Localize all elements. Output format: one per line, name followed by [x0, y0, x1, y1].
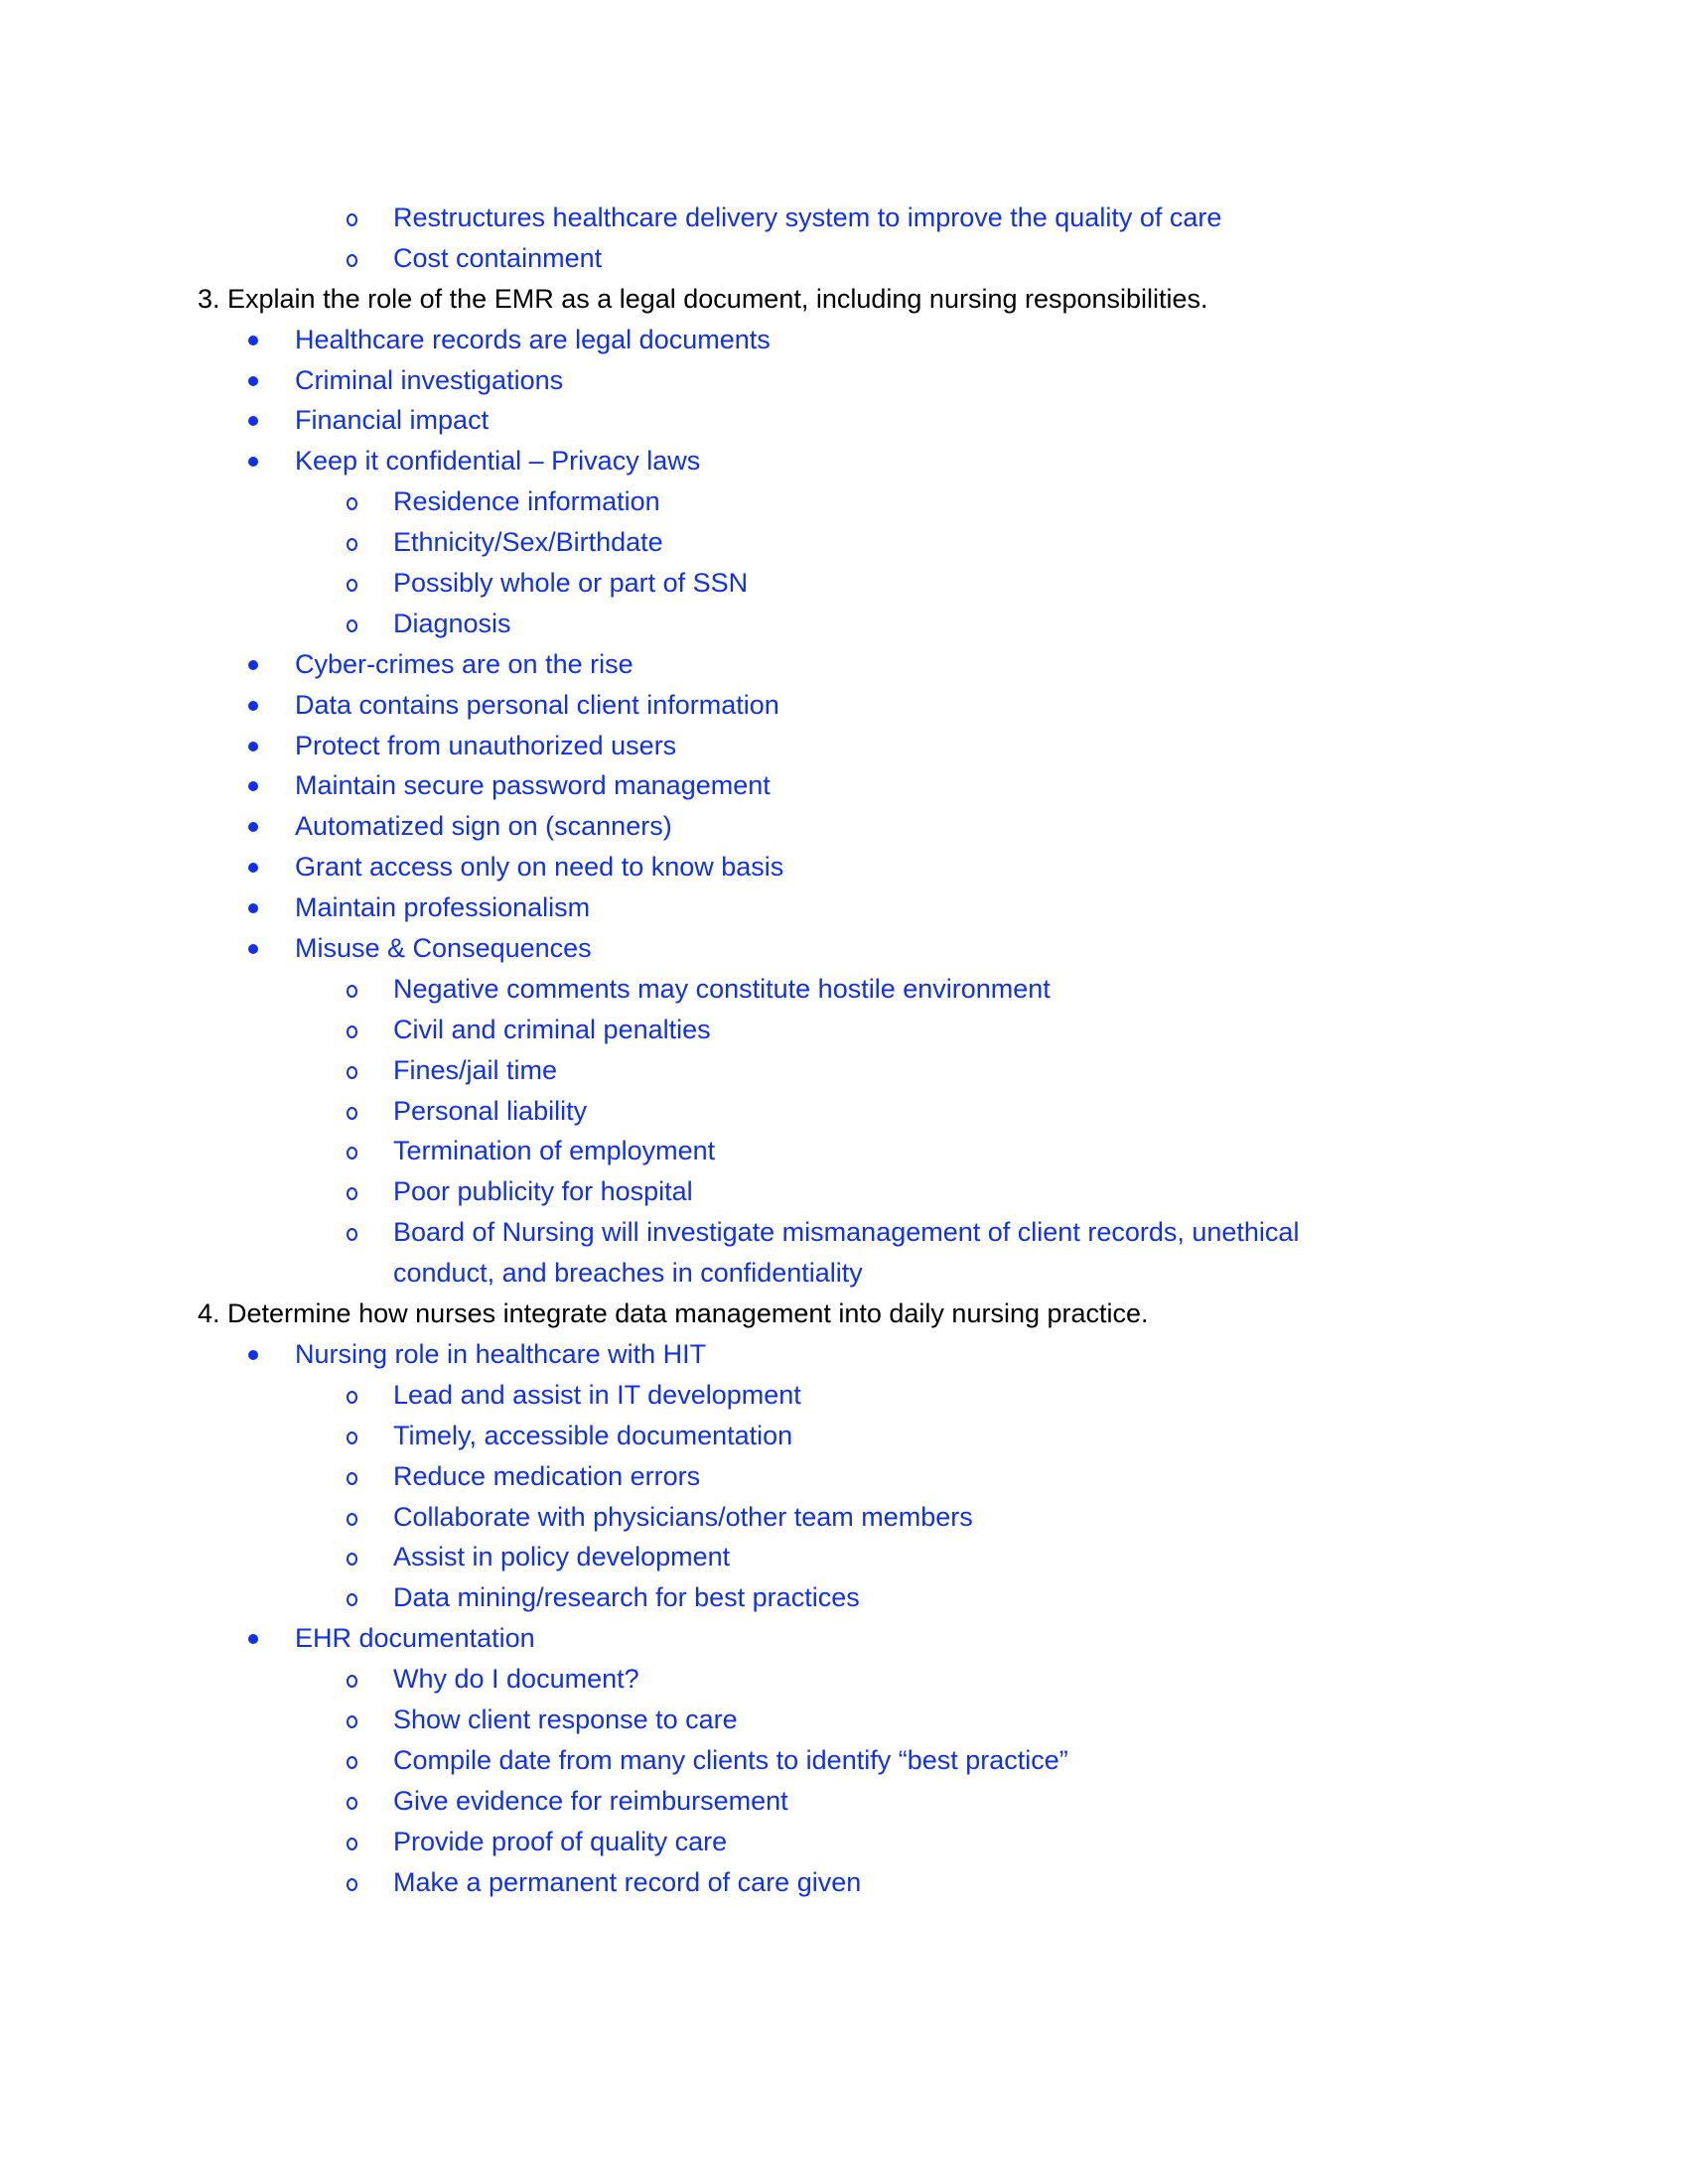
list-item [0, 928, 1688, 969]
list-item-text: Timely, accessible documentation [393, 1420, 793, 1450]
list-item-text: Residence information [393, 486, 660, 517]
filled-bullet-icon [248, 742, 258, 751]
list-item-text: conduct, and breaches in confidentiality [393, 1258, 863, 1289]
list-item-text: 4. Determine how nurses integrate data management into daily nursing practice. [198, 1298, 1149, 1329]
list-item [0, 604, 1688, 644]
list-item-text: Provide proof of quality care [393, 1826, 728, 1856]
numbered-heading [0, 1294, 1688, 1334]
list-item [0, 320, 1688, 360]
hollow-bullet-icon [347, 1838, 357, 1850]
hollow-bullet-icon [347, 1675, 357, 1688]
list-item [0, 1131, 1688, 1171]
hollow-bullet-icon [347, 1472, 357, 1485]
hollow-bullet-icon [347, 1025, 357, 1038]
list-item-text: Healthcare records are legal documents [295, 324, 771, 354]
document-body [0, 198, 1688, 1902]
list-item-text: Civil and criminal penalties [393, 1014, 711, 1044]
hollow-bullet-icon [347, 1715, 357, 1728]
hollow-bullet-icon [347, 1228, 357, 1241]
list-item [0, 1212, 1688, 1253]
hollow-bullet-icon [347, 985, 357, 998]
filled-bullet-icon [248, 903, 258, 913]
list-item-text: Make a permanent record of care given [393, 1866, 862, 1897]
list-item [0, 644, 1688, 685]
list-item [0, 1375, 1688, 1416]
list-item-text: Grant access only on need to know basis [295, 852, 784, 883]
list-item [0, 1659, 1688, 1700]
list-item-text: Personal liability [393, 1095, 588, 1126]
filled-bullet-icon [248, 701, 258, 711]
hollow-bullet-icon [347, 254, 357, 267]
list-item-text: Data contains personal client information [295, 689, 779, 720]
list-item-text: Data mining/research for best practices [393, 1582, 860, 1613]
list-item-text: Give evidence for reimbursement [393, 1785, 788, 1816]
list-item [0, 969, 1688, 1010]
list-item-text: Reduce medication errors [393, 1460, 701, 1491]
list-item [0, 1334, 1688, 1375]
filled-bullet-icon [248, 863, 258, 873]
list-item-text: 3. Explain the role of the EMR as a legal document, including nursing responsibilities. [198, 283, 1208, 314]
list-item-text: Assist in policy development [393, 1542, 731, 1572]
list-item [0, 806, 1688, 847]
list-item-text: Automatized sign on (scanners) [295, 811, 672, 842]
list-item [0, 726, 1688, 766]
list-item [0, 198, 1688, 238]
list-item [0, 765, 1688, 806]
filled-bullet-icon [248, 457, 258, 467]
list-item [0, 685, 1688, 726]
list-item-text: Maintain professionalism [295, 892, 591, 923]
list-item-text: Compile date from many clients to identify “best practice” [393, 1744, 1068, 1775]
list-item-text: Fines/jail time [393, 1054, 558, 1085]
filled-bullet-icon [248, 822, 258, 832]
filled-bullet-icon [248, 660, 258, 670]
hollow-bullet-icon [347, 497, 357, 510]
list-item-text: Criminal investigations [295, 364, 564, 395]
list-item [0, 522, 1688, 563]
list-item [0, 563, 1688, 604]
list-item [0, 1497, 1688, 1538]
list-item-text: Restructures healthcare delivery system to improve the quality of care [393, 203, 1222, 232]
list-item [0, 1822, 1688, 1862]
list-item-text: Maintain secure password management [295, 770, 771, 801]
list-item-text: Misuse & Consequences [295, 933, 592, 964]
numbered-heading [0, 279, 1688, 320]
list-item-text: EHR documentation [295, 1623, 535, 1654]
list-item [0, 1171, 1688, 1212]
list-item-text: Poor publicity for hospital [393, 1176, 693, 1207]
list-item [0, 1781, 1688, 1822]
list-item [0, 1537, 1688, 1577]
hollow-bullet-icon [347, 538, 357, 551]
list-item-text: Nursing role in healthcare with HIT [295, 1338, 707, 1369]
hollow-bullet-icon [347, 1391, 357, 1404]
filled-bullet-icon [248, 1634, 258, 1644]
list-item [0, 1740, 1688, 1781]
list-item [0, 1862, 1688, 1903]
list-item [0, 1091, 1688, 1132]
filled-bullet-icon [248, 944, 258, 954]
filled-bullet-icon [248, 376, 258, 386]
list-item-text: Cyber-crimes are on the rise [295, 648, 633, 679]
list-item-text: Why do I document? [393, 1664, 639, 1695]
hollow-bullet-icon [347, 1107, 357, 1120]
list-item [0, 1416, 1688, 1456]
filled-bullet-icon [248, 1350, 258, 1360]
hollow-bullet-icon [347, 1797, 357, 1810]
list-item [0, 441, 1688, 481]
list-item [0, 360, 1688, 401]
filled-bullet-icon [248, 416, 258, 426]
list-item [0, 887, 1688, 928]
list-item [0, 1050, 1688, 1091]
hollow-bullet-icon [347, 579, 357, 592]
hollow-bullet-icon [347, 1593, 357, 1606]
list-item-text: Board of Nursing will investigate mismanagement of client records, unethical [393, 1217, 1300, 1248]
list-item-text: Collaborate with physicians/other team members [393, 1501, 973, 1532]
list-item-text: Negative comments may constitute hostile environment [393, 973, 1051, 1004]
list-item [0, 847, 1688, 887]
list-item [0, 400, 1688, 441]
list-item-text: Lead and assist in IT development [393, 1379, 801, 1410]
list-item [0, 1700, 1688, 1740]
list-item-text: Keep it confidential – Privacy laws [295, 446, 701, 477]
list-item [0, 1577, 1688, 1618]
filled-bullet-icon [248, 781, 258, 791]
hollow-bullet-icon [347, 1147, 357, 1160]
hollow-bullet-icon [347, 1066, 357, 1079]
list-item-text: Show client response to care [393, 1704, 738, 1734]
list-item [0, 1618, 1688, 1659]
list-item [0, 1010, 1688, 1050]
filled-bullet-icon [248, 336, 258, 345]
hollow-bullet-icon [347, 619, 357, 632]
hollow-bullet-icon [347, 1756, 357, 1769]
list-item [0, 1253, 1688, 1294]
list-item-text: Possibly whole or part of SSN [393, 568, 749, 599]
list-item-text: Ethnicity/Sex/Birthdate [393, 527, 663, 558]
list-item [0, 481, 1688, 522]
list-item-text: Protect from unauthorized users [295, 730, 677, 760]
hollow-bullet-icon [347, 1432, 357, 1444]
hollow-bullet-icon [347, 1187, 357, 1200]
list-item-text: Financial impact [295, 405, 490, 436]
hollow-bullet-icon [347, 1878, 357, 1891]
hollow-bullet-icon [347, 1553, 357, 1566]
list-item-text: Cost containment [393, 242, 603, 273]
hollow-bullet-icon [347, 1513, 357, 1526]
list-item [0, 1456, 1688, 1497]
hollow-bullet-icon [347, 213, 357, 226]
list-item-text: Termination of employment [393, 1136, 716, 1166]
list-item [0, 238, 1688, 279]
list-item-text: Diagnosis [393, 608, 511, 638]
